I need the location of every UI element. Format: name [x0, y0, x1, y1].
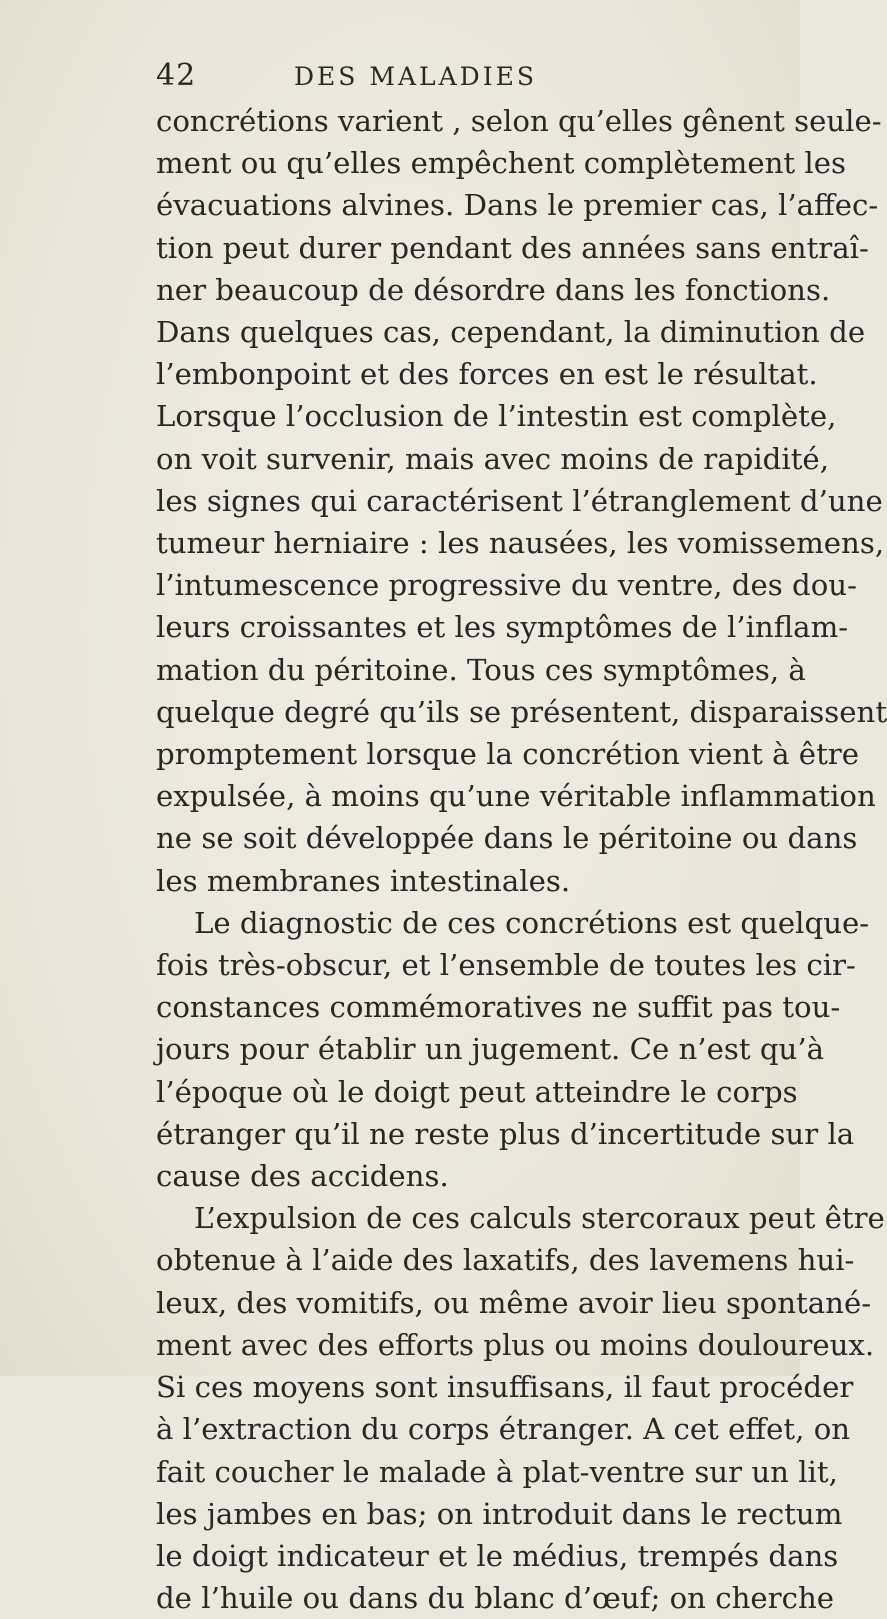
text-line: de l’huile ou dans du blanc d’œuf; on cherche — [156, 1581, 835, 1616]
text-line: le doigt indicateur et le médius, trempés dans — [156, 1538, 839, 1573]
text-line: tion peut durer pendant des années sans entraî- — [156, 230, 869, 265]
text-line: leux, des vomitifs, ou même avoir lieu spontané- — [156, 1285, 872, 1320]
text-line: ner beaucoup de désordre dans les fonctions. — [156, 272, 831, 307]
text-line: cause des accidens. — [156, 1159, 449, 1194]
text-line: ment ou qu’elles empêchent complètement les — [156, 146, 846, 181]
text-line: expulsée, à moins qu’une véritable inflammation — [156, 779, 876, 814]
text-line: tumeur herniaire : les nausées, les vomissemens, — [156, 526, 885, 561]
text-line: fait coucher le malade à plat-ventre sur un lit, — [156, 1454, 838, 1489]
running-header — [156, 58, 776, 98]
text-line: leurs croissantes et les symptômes de l’inflam- — [156, 610, 849, 645]
text-line: les membranes intestinales. — [156, 863, 571, 898]
text-line: Si ces moyens sont insuffisans, il faut procéder — [156, 1370, 854, 1405]
text-line: Lorsque l’occlusion de l’intestin est complète, — [156, 399, 837, 434]
text-line: les signes qui caractérisent l’étranglement d’une — [156, 483, 883, 518]
text-line: les jambes en bas; on introduit dans le rectum — [156, 1496, 843, 1531]
text-line: Dans quelques cas, cependant, la diminution de — [156, 315, 866, 350]
text-line: obtenue à l’aide des laxatifs, des lavemens hui- — [156, 1243, 855, 1278]
text-line: l’embonpoint et des forces en est le résultat. — [156, 357, 818, 392]
text-line: on voit survenir, mais avec moins de rapidité, — [156, 441, 829, 476]
text-line: ne se soit développée dans le péritoine ou dans — [156, 821, 858, 856]
text-line: quelque degré qu’ils se présentent, disparaissent — [156, 694, 887, 729]
running-title: DES MALADIES — [294, 62, 537, 91]
page-number: 42 — [156, 58, 197, 93]
text-line: jours pour établir un jugement. Ce n’est qu’à — [156, 1032, 824, 1067]
text-line: ment avec des efforts plus ou moins douloureux. — [156, 1327, 875, 1362]
text-line: fois très-obscur, et l’ensemble de toutes les cir- — [156, 948, 856, 983]
text-line: mation du péritoine. Tous ces symptômes, à — [156, 652, 806, 687]
text-line: l’intumescence progressive du ventre, des dou- — [156, 568, 857, 603]
paragraph-start-line: Le diagnostic de ces concrétions est quelque- — [194, 905, 870, 940]
body-text — [156, 100, 887, 1619]
text-line: l’époque où le doigt peut atteindre le corps — [156, 1074, 798, 1109]
text-line: concrétions varient , selon qu’elles gênent seule- — [156, 104, 882, 138]
text-line: à l’extraction du corps étranger. A cet effet, on — [156, 1412, 851, 1447]
paragraph-start-line: L’expulsion de ces calculs stercoraux peut être — [194, 1201, 885, 1236]
text-line: promptement lorsque la concrétion vient à être — [156, 737, 860, 772]
text-line: constances commémoratives ne suffit pas tou- — [156, 990, 841, 1025]
text-line: étranger qu’il ne reste plus d’incertitude sur la — [156, 1116, 855, 1151]
text-line: évacuations alvines. Dans le premier cas, l’affec- — [156, 188, 879, 223]
